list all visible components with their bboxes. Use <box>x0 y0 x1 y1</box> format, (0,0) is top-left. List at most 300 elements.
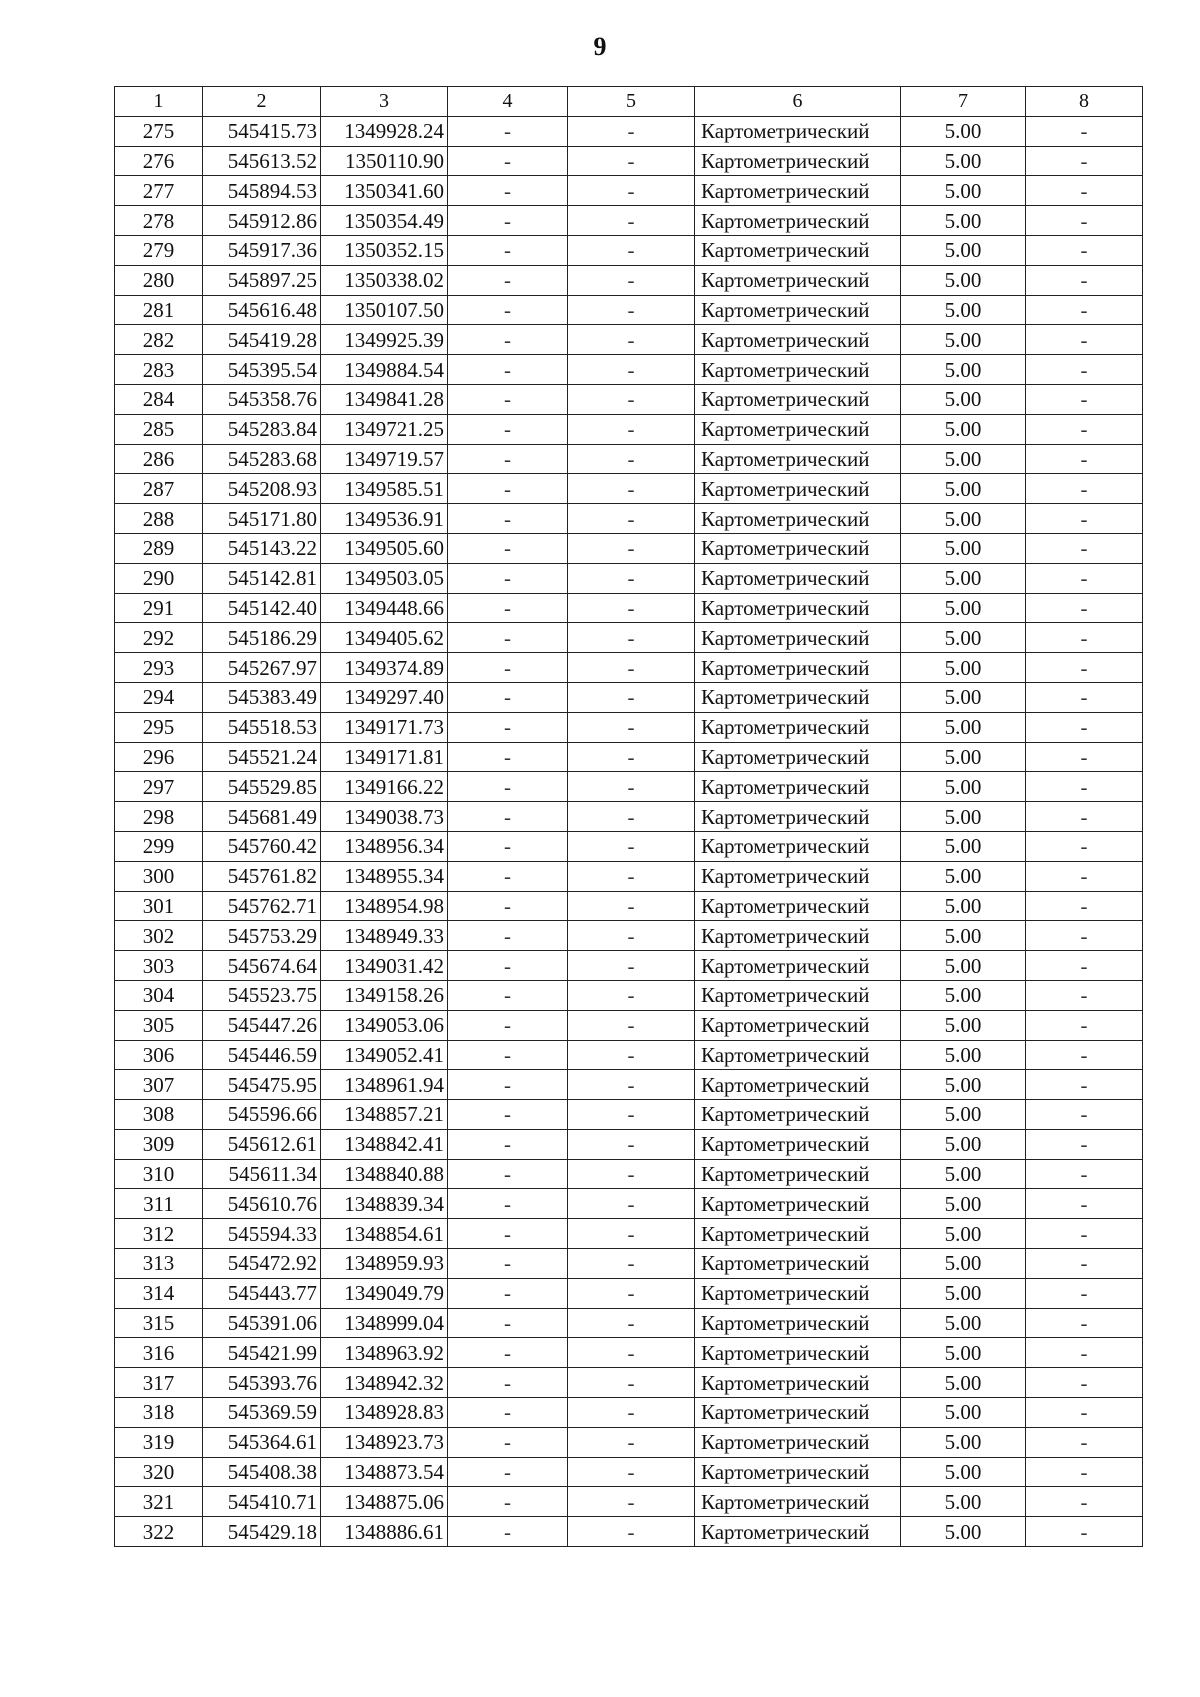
y-coordinate-cell: 1348942.32 <box>321 1368 448 1398</box>
col8-cell: - <box>1026 444 1143 474</box>
method-cell: Картометрический <box>695 1159 901 1189</box>
col5-cell: - <box>568 1308 695 1338</box>
accuracy-cell: 5.00 <box>901 1398 1026 1428</box>
method-cell: Картометрический <box>695 712 901 742</box>
method-cell: Картометрический <box>695 682 901 712</box>
x-coordinate-cell: 545267.97 <box>203 653 321 683</box>
table-row <box>115 682 1143 712</box>
page-number: 9 <box>593 32 607 61</box>
table-row <box>115 1249 1143 1279</box>
x-coordinate-cell: 545208.93 <box>203 474 321 504</box>
col5-cell: - <box>568 980 695 1010</box>
col8-cell: - <box>1026 384 1143 414</box>
point-number-cell: 293 <box>115 653 203 683</box>
col8-cell: - <box>1026 623 1143 653</box>
table-row <box>115 772 1143 802</box>
col5-cell: - <box>568 533 695 563</box>
col4-cell: - <box>448 712 568 742</box>
method-cell: Картометрический <box>695 1517 901 1547</box>
point-number-cell: 301 <box>115 891 203 921</box>
accuracy-cell: 5.00 <box>901 1219 1026 1249</box>
accuracy-cell: 5.00 <box>901 1338 1026 1368</box>
accuracy-cell: 5.00 <box>901 831 1026 861</box>
col8-cell: - <box>1026 1427 1143 1457</box>
y-coordinate-cell: 1349536.91 <box>321 504 448 534</box>
col8-cell: - <box>1026 1308 1143 1338</box>
y-coordinate-cell: 1348955.34 <box>321 861 448 891</box>
col8-cell: - <box>1026 1398 1143 1428</box>
x-coordinate-cell: 545894.53 <box>203 176 321 206</box>
accuracy-cell: 5.00 <box>901 742 1026 772</box>
col5-cell: - <box>568 623 695 653</box>
point-number-cell: 297 <box>115 772 203 802</box>
method-cell: Картометрический <box>695 265 901 295</box>
point-number-cell: 305 <box>115 1010 203 1040</box>
col5-cell: - <box>568 1189 695 1219</box>
point-number-cell: 316 <box>115 1338 203 1368</box>
point-number-cell: 310 <box>115 1159 203 1189</box>
col8-cell: - <box>1026 474 1143 504</box>
col5-cell: - <box>568 1070 695 1100</box>
y-coordinate-cell: 1350354.49 <box>321 206 448 236</box>
table-row <box>115 295 1143 325</box>
accuracy-cell: 5.00 <box>901 712 1026 742</box>
accuracy-cell: 5.00 <box>901 1010 1026 1040</box>
y-coordinate-cell: 1349405.62 <box>321 623 448 653</box>
col5-cell: - <box>568 444 695 474</box>
x-coordinate-cell: 545421.99 <box>203 1338 321 1368</box>
col4-cell: - <box>448 176 568 206</box>
x-coordinate-cell: 545760.42 <box>203 831 321 861</box>
table-row <box>115 414 1143 444</box>
x-coordinate-cell: 545610.76 <box>203 1189 321 1219</box>
point-number-cell: 285 <box>115 414 203 444</box>
method-cell: Картометрический <box>695 1338 901 1368</box>
method-cell: Картометрический <box>695 206 901 236</box>
table-row <box>115 1010 1143 1040</box>
col4-cell: - <box>448 355 568 385</box>
accuracy-cell: 5.00 <box>901 1040 1026 1070</box>
point-number-cell: 278 <box>115 206 203 236</box>
col8-cell: - <box>1026 414 1143 444</box>
method-cell: Картометрический <box>695 355 901 385</box>
table-row <box>115 861 1143 891</box>
accuracy-cell: 5.00 <box>901 861 1026 891</box>
table-row <box>115 176 1143 206</box>
col4-cell: - <box>448 474 568 504</box>
col4-cell: - <box>448 1070 568 1100</box>
col5-cell: - <box>568 295 695 325</box>
table-body <box>115 116 1143 1546</box>
accuracy-cell: 5.00 <box>901 682 1026 712</box>
point-number-cell: 281 <box>115 295 203 325</box>
col4-cell: - <box>448 593 568 623</box>
accuracy-cell: 5.00 <box>901 1368 1026 1398</box>
col8-cell: - <box>1026 1159 1143 1189</box>
table-row <box>115 146 1143 176</box>
col8-cell: - <box>1026 1040 1143 1070</box>
method-cell: Картометрический <box>695 533 901 563</box>
table-row <box>115 1517 1143 1547</box>
x-coordinate-cell: 545613.52 <box>203 146 321 176</box>
col4-cell: - <box>448 146 568 176</box>
method-cell: Картометрический <box>695 414 901 444</box>
method-cell: Картометрический <box>695 176 901 206</box>
col5-cell: - <box>568 384 695 414</box>
x-coordinate-cell: 545447.26 <box>203 1010 321 1040</box>
point-number-cell: 299 <box>115 831 203 861</box>
x-coordinate-cell: 545364.61 <box>203 1427 321 1457</box>
y-coordinate-cell: 1349505.60 <box>321 533 448 563</box>
col8-cell: - <box>1026 1100 1143 1130</box>
accuracy-cell: 5.00 <box>901 1100 1026 1130</box>
method-cell: Картометрический <box>695 1189 901 1219</box>
y-coordinate-cell: 1349928.24 <box>321 116 448 146</box>
table-row <box>115 1338 1143 1368</box>
x-coordinate-cell: 545369.59 <box>203 1398 321 1428</box>
method-cell: Картометрический <box>695 1010 901 1040</box>
point-number-cell: 277 <box>115 176 203 206</box>
col8-cell: - <box>1026 1129 1143 1159</box>
accuracy-cell: 5.00 <box>901 474 1026 504</box>
col5-cell: - <box>568 1368 695 1398</box>
table-row <box>115 384 1143 414</box>
table-row <box>115 593 1143 623</box>
point-number-cell: 303 <box>115 951 203 981</box>
point-number-cell: 302 <box>115 921 203 951</box>
accuracy-cell: 5.00 <box>901 384 1026 414</box>
method-cell: Картометрический <box>695 802 901 832</box>
col5-cell: - <box>568 1219 695 1249</box>
col4-cell: - <box>448 504 568 534</box>
accuracy-cell: 5.00 <box>901 355 1026 385</box>
col8-cell: - <box>1026 653 1143 683</box>
table-row <box>115 1129 1143 1159</box>
method-cell: Картометрический <box>695 563 901 593</box>
point-number-cell: 308 <box>115 1100 203 1130</box>
x-coordinate-cell: 545611.34 <box>203 1159 321 1189</box>
y-coordinate-cell: 1349925.39 <box>321 325 448 355</box>
col4-cell: - <box>448 414 568 444</box>
table-row <box>115 325 1143 355</box>
accuracy-cell: 5.00 <box>901 146 1026 176</box>
col8-cell: - <box>1026 772 1143 802</box>
point-number-cell: 317 <box>115 1368 203 1398</box>
y-coordinate-cell: 1348840.88 <box>321 1159 448 1189</box>
method-cell: Картометрический <box>695 474 901 504</box>
col8-cell: - <box>1026 176 1143 206</box>
y-coordinate-cell: 1349158.26 <box>321 980 448 1010</box>
table-row <box>115 533 1143 563</box>
col4-cell: - <box>448 1159 568 1189</box>
col4-cell: - <box>448 1100 568 1130</box>
col4-cell: - <box>448 1308 568 1338</box>
col4-cell: - <box>448 1398 568 1428</box>
y-coordinate-cell: 1349053.06 <box>321 1010 448 1040</box>
table-row <box>115 1427 1143 1457</box>
col8-cell: - <box>1026 295 1143 325</box>
accuracy-cell: 5.00 <box>901 295 1026 325</box>
method-cell: Картометрический <box>695 444 901 474</box>
accuracy-cell: 5.00 <box>901 980 1026 1010</box>
point-number-cell: 311 <box>115 1189 203 1219</box>
col5-cell: - <box>568 414 695 444</box>
col8-cell: - <box>1026 742 1143 772</box>
x-coordinate-cell: 545912.86 <box>203 206 321 236</box>
method-cell: Картометрический <box>695 1040 901 1070</box>
col5-cell: - <box>568 563 695 593</box>
col4-cell: - <box>448 682 568 712</box>
col8-cell: - <box>1026 593 1143 623</box>
method-cell: Картометрический <box>695 891 901 921</box>
y-coordinate-cell: 1349585.51 <box>321 474 448 504</box>
accuracy-cell: 5.00 <box>901 1427 1026 1457</box>
col5-cell: - <box>568 1159 695 1189</box>
point-number-cell: 312 <box>115 1219 203 1249</box>
col4-cell: - <box>448 980 568 1010</box>
x-coordinate-cell: 545518.53 <box>203 712 321 742</box>
col4-cell: - <box>448 1040 568 1070</box>
col4-cell: - <box>448 1487 568 1517</box>
col4-cell: - <box>448 1219 568 1249</box>
x-coordinate-cell: 545186.29 <box>203 623 321 653</box>
table-row <box>115 444 1143 474</box>
header-cell: 7 <box>901 87 1026 117</box>
y-coordinate-cell: 1349719.57 <box>321 444 448 474</box>
y-coordinate-cell: 1349031.42 <box>321 951 448 981</box>
col5-cell: - <box>568 1427 695 1457</box>
method-cell: Картометрический <box>695 980 901 1010</box>
accuracy-cell: 5.00 <box>901 1129 1026 1159</box>
table-row <box>115 1159 1143 1189</box>
x-coordinate-cell: 545762.71 <box>203 891 321 921</box>
col4-cell: - <box>448 951 568 981</box>
point-number-cell: 295 <box>115 712 203 742</box>
point-number-cell: 290 <box>115 563 203 593</box>
table-row <box>115 891 1143 921</box>
y-coordinate-cell: 1350341.60 <box>321 176 448 206</box>
y-coordinate-cell: 1348954.98 <box>321 891 448 921</box>
col4-cell: - <box>448 891 568 921</box>
col4-cell: - <box>448 265 568 295</box>
col4-cell: - <box>448 444 568 474</box>
col8-cell: - <box>1026 325 1143 355</box>
col8-cell: - <box>1026 980 1143 1010</box>
header-row <box>115 87 1143 117</box>
method-cell: Картометрический <box>695 146 901 176</box>
method-cell: Картометрический <box>695 1219 901 1249</box>
table-row <box>115 921 1143 951</box>
col8-cell: - <box>1026 1278 1143 1308</box>
point-number-cell: 321 <box>115 1487 203 1517</box>
method-cell: Картометрический <box>695 1249 901 1279</box>
point-number-cell: 289 <box>115 533 203 563</box>
method-cell: Картометрический <box>695 1427 901 1457</box>
col4-cell: - <box>448 802 568 832</box>
accuracy-cell: 5.00 <box>901 504 1026 534</box>
col5-cell: - <box>568 921 695 951</box>
x-coordinate-cell: 545897.25 <box>203 265 321 295</box>
col5-cell: - <box>568 146 695 176</box>
accuracy-cell: 5.00 <box>901 951 1026 981</box>
x-coordinate-cell: 545681.49 <box>203 802 321 832</box>
point-number-cell: 279 <box>115 235 203 265</box>
table-row <box>115 206 1143 236</box>
method-cell: Картометрический <box>695 653 901 683</box>
table-row <box>115 1487 1143 1517</box>
col8-cell: - <box>1026 1219 1143 1249</box>
y-coordinate-cell: 1348873.54 <box>321 1457 448 1487</box>
table-row <box>115 742 1143 772</box>
accuracy-cell: 5.00 <box>901 325 1026 355</box>
col5-cell: - <box>568 504 695 534</box>
col5-cell: - <box>568 831 695 861</box>
point-number-cell: 288 <box>115 504 203 534</box>
col8-cell: - <box>1026 504 1143 534</box>
y-coordinate-cell: 1350338.02 <box>321 265 448 295</box>
col5-cell: - <box>568 742 695 772</box>
y-coordinate-cell: 1348949.33 <box>321 921 448 951</box>
y-coordinate-cell: 1348961.94 <box>321 1070 448 1100</box>
method-cell: Картометрический <box>695 1278 901 1308</box>
col8-cell: - <box>1026 206 1143 236</box>
accuracy-cell: 5.00 <box>901 1487 1026 1517</box>
point-number-cell: 283 <box>115 355 203 385</box>
point-number-cell: 291 <box>115 593 203 623</box>
x-coordinate-cell: 545391.06 <box>203 1308 321 1338</box>
coordinates-table <box>114 86 1143 1547</box>
header-cell: 5 <box>568 87 695 117</box>
col4-cell: - <box>448 533 568 563</box>
method-cell: Картометрический <box>695 504 901 534</box>
point-number-cell: 322 <box>115 1517 203 1547</box>
accuracy-cell: 5.00 <box>901 593 1026 623</box>
accuracy-cell: 5.00 <box>901 1457 1026 1487</box>
table-row <box>115 265 1143 295</box>
accuracy-cell: 5.00 <box>901 265 1026 295</box>
point-number-cell: 319 <box>115 1427 203 1457</box>
x-coordinate-cell: 545753.29 <box>203 921 321 951</box>
y-coordinate-cell: 1348857.21 <box>321 1100 448 1130</box>
table-row <box>115 116 1143 146</box>
y-coordinate-cell: 1349884.54 <box>321 355 448 385</box>
y-coordinate-cell: 1349374.89 <box>321 653 448 683</box>
col5-cell: - <box>568 772 695 802</box>
y-coordinate-cell: 1350352.15 <box>321 235 448 265</box>
x-coordinate-cell: 545171.80 <box>203 504 321 534</box>
col8-cell: - <box>1026 1487 1143 1517</box>
col8-cell: - <box>1026 951 1143 981</box>
point-number-cell: 275 <box>115 116 203 146</box>
y-coordinate-cell: 1349841.28 <box>321 384 448 414</box>
x-coordinate-cell: 545616.48 <box>203 295 321 325</box>
table-row <box>115 802 1143 832</box>
method-cell: Картометрический <box>695 921 901 951</box>
col4-cell: - <box>448 742 568 772</box>
col5-cell: - <box>568 1100 695 1130</box>
method-cell: Картометрический <box>695 1308 901 1338</box>
method-cell: Картометрический <box>695 295 901 325</box>
method-cell: Картометрический <box>695 384 901 414</box>
col4-cell: - <box>448 861 568 891</box>
col8-cell: - <box>1026 1457 1143 1487</box>
accuracy-cell: 5.00 <box>901 206 1026 236</box>
y-coordinate-cell: 1350110.90 <box>321 146 448 176</box>
accuracy-cell: 5.00 <box>901 1517 1026 1547</box>
col8-cell: - <box>1026 712 1143 742</box>
method-cell: Картометрический <box>695 1100 901 1130</box>
point-number-cell: 314 <box>115 1278 203 1308</box>
y-coordinate-cell: 1348875.06 <box>321 1487 448 1517</box>
method-cell: Картометрический <box>695 1457 901 1487</box>
table-row <box>115 563 1143 593</box>
point-number-cell: 282 <box>115 325 203 355</box>
y-coordinate-cell: 1348839.34 <box>321 1189 448 1219</box>
method-cell: Картометрический <box>695 235 901 265</box>
y-coordinate-cell: 1348886.61 <box>321 1517 448 1547</box>
col8-cell: - <box>1026 921 1143 951</box>
col5-cell: - <box>568 653 695 683</box>
col5-cell: - <box>568 802 695 832</box>
method-cell: Картометрический <box>695 951 901 981</box>
table-row <box>115 1308 1143 1338</box>
accuracy-cell: 5.00 <box>901 533 1026 563</box>
col5-cell: - <box>568 1487 695 1517</box>
point-number-cell: 292 <box>115 623 203 653</box>
point-number-cell: 300 <box>115 861 203 891</box>
accuracy-cell: 5.00 <box>901 563 1026 593</box>
table-row <box>115 712 1143 742</box>
accuracy-cell: 5.00 <box>901 116 1026 146</box>
col5-cell: - <box>568 1129 695 1159</box>
y-coordinate-cell: 1348963.92 <box>321 1338 448 1368</box>
x-coordinate-cell: 545419.28 <box>203 325 321 355</box>
col5-cell: - <box>568 951 695 981</box>
col8-cell: - <box>1026 563 1143 593</box>
x-coordinate-cell: 545143.22 <box>203 533 321 563</box>
col5-cell: - <box>568 1457 695 1487</box>
y-coordinate-cell: 1349448.66 <box>321 593 448 623</box>
col8-cell: - <box>1026 533 1143 563</box>
col4-cell: - <box>448 563 568 593</box>
col5-cell: - <box>568 235 695 265</box>
point-number-cell: 304 <box>115 980 203 1010</box>
y-coordinate-cell: 1348999.04 <box>321 1308 448 1338</box>
x-coordinate-cell: 545475.95 <box>203 1070 321 1100</box>
col5-cell: - <box>568 593 695 623</box>
col8-cell: - <box>1026 1070 1143 1100</box>
col4-cell: - <box>448 1189 568 1219</box>
col8-cell: - <box>1026 116 1143 146</box>
col4-cell: - <box>448 1368 568 1398</box>
accuracy-cell: 5.00 <box>901 772 1026 802</box>
col5-cell: - <box>568 891 695 921</box>
x-coordinate-cell: 545142.40 <box>203 593 321 623</box>
y-coordinate-cell: 1349297.40 <box>321 682 448 712</box>
table-row <box>115 1368 1143 1398</box>
accuracy-cell: 5.00 <box>901 1159 1026 1189</box>
y-coordinate-cell: 1349052.41 <box>321 1040 448 1070</box>
col4-cell: - <box>448 831 568 861</box>
y-coordinate-cell: 1349171.73 <box>321 712 448 742</box>
col5-cell: - <box>568 1338 695 1368</box>
x-coordinate-cell: 545383.49 <box>203 682 321 712</box>
col4-cell: - <box>448 1249 568 1279</box>
col5-cell: - <box>568 116 695 146</box>
point-number-cell: 318 <box>115 1398 203 1428</box>
point-number-cell: 309 <box>115 1129 203 1159</box>
y-coordinate-cell: 1349038.73 <box>321 802 448 832</box>
